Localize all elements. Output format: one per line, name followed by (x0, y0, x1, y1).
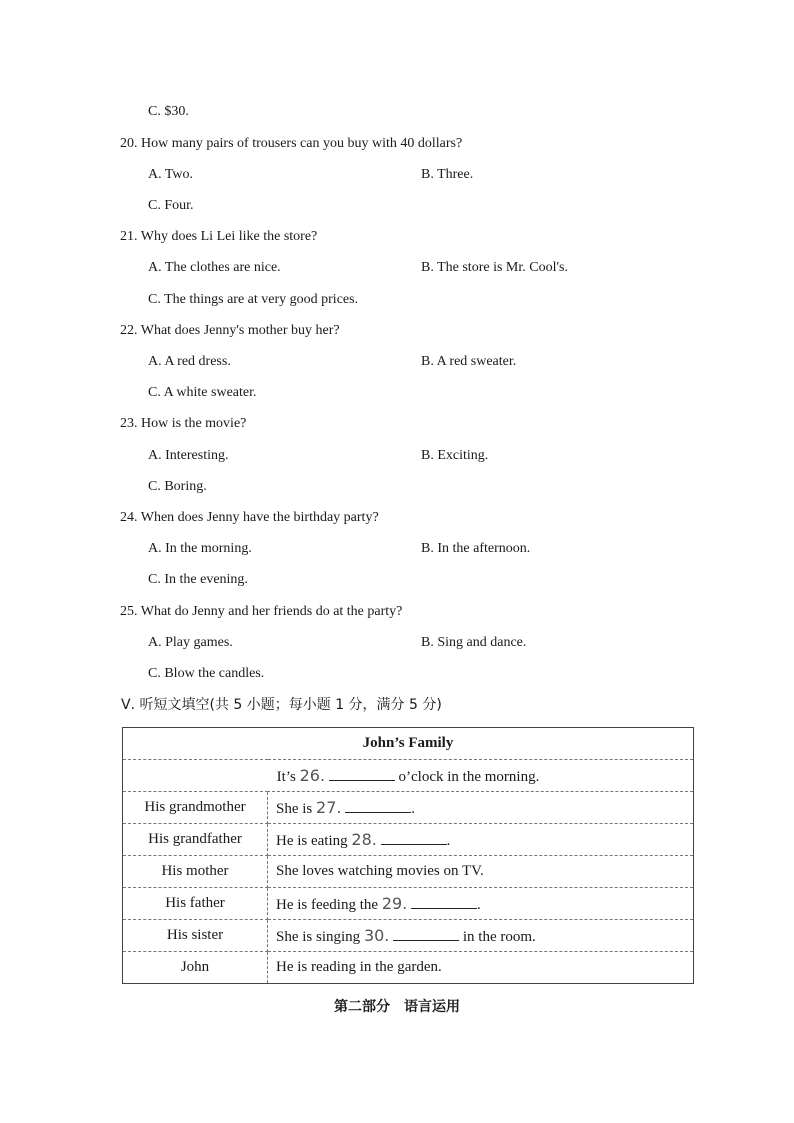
question-23-option-b: B. Exciting. (421, 448, 489, 463)
activity-cell (268, 792, 694, 824)
question-21-option-c: C. The things are at very good prices. (148, 292, 359, 307)
blank-number-28: 28. (351, 829, 377, 849)
section-v-heading: Ⅴ. 听短文填空(共 5 小题；每小题 1 分，满分 5 分) (121, 697, 442, 713)
activity-text-after: . (411, 800, 415, 817)
activity-text-after: in the room. (459, 928, 536, 945)
activity-cell: She loves watching movies on TV. (268, 856, 694, 888)
question-23-option-a: A. Interesting. (148, 448, 229, 463)
activity-text-before: She is (276, 800, 317, 817)
blank-number-27: 27. (316, 797, 342, 817)
time-text-before: It’s (276, 768, 300, 785)
question-25-option-a: A. Play games. (148, 635, 233, 650)
person-cell: John (123, 952, 268, 984)
answer-blank-30[interactable] (393, 928, 459, 941)
person-cell: His sister (123, 920, 268, 952)
answer-blank-26[interactable] (329, 768, 395, 781)
table-row (123, 888, 694, 920)
question-21: 21. Why does Li Lei like the store? (120, 229, 318, 244)
table-row (123, 760, 694, 792)
person-cell: His grandfather (123, 824, 268, 856)
person-cell: His father (123, 888, 268, 920)
blank-number-29: 29. (381, 893, 408, 913)
question-22-option-c: C. A white sweater. (148, 385, 257, 400)
question-24-option-c: C. In the evening. (148, 572, 248, 587)
time-cell (123, 760, 694, 792)
question-22: 22. What does Jenny's mother buy her? (120, 323, 340, 338)
answer-blank-28[interactable] (381, 832, 447, 845)
table-row (123, 856, 694, 888)
activity-cell: He is reading in the garden. (276, 959, 442, 975)
question-25-option-b: B. Sing and dance. (421, 635, 527, 650)
johns-family-table (122, 727, 694, 984)
answer-blank-27[interactable] (345, 800, 411, 813)
question-22-option-b: B. A red sweater. (421, 354, 517, 369)
blank-number-26: 26. (299, 765, 326, 785)
activity-cell (268, 888, 694, 920)
activity-text-before: He is feeding the (276, 896, 382, 913)
question-25: 25. What do Jenny and her friends do at the party? (120, 604, 403, 619)
question-24-option-a: A. In the morning. (148, 541, 252, 556)
question-25-option-c: C. Blow the candles. (148, 666, 265, 681)
table-row (123, 920, 694, 952)
time-text-after: o’clock in the morning. (394, 768, 540, 785)
person-cell: His mother (123, 856, 268, 888)
activity-text-before: He is eating (276, 832, 352, 849)
question-20-option-c: C. Four. (148, 198, 194, 213)
question-24-option-b: B. In the afternoon. (421, 541, 531, 556)
table-row (123, 824, 694, 856)
blank-number-30: 30. (363, 925, 390, 945)
activity-cell (268, 824, 694, 856)
part-two-heading: 第二部分 语言运用 (334, 999, 460, 1015)
table-row (123, 952, 694, 984)
activity-cell (268, 920, 694, 952)
table-title-row (123, 728, 694, 760)
table-row (123, 792, 694, 824)
activity-text-before: She is singing (276, 928, 364, 945)
option-c-prev: C. $30. (148, 104, 189, 119)
question-20-option-a: A. Two. (148, 167, 194, 182)
activity-text-after: . (446, 832, 451, 849)
table-title: John’s Family (123, 728, 694, 760)
question-22-option-a: A. A red dress. (148, 354, 231, 369)
question-21-option-b: B. The store is Mr. Cool's. (421, 260, 568, 275)
person-cell: His grandmother (123, 792, 268, 824)
question-20: 20. How many pairs of trousers can you buy with 40 dollars? (120, 136, 463, 151)
question-24: 24. When does Jenny have the birthday party? (120, 510, 379, 525)
question-20-option-b: B. Three. (421, 167, 474, 182)
answer-blank-29[interactable] (411, 896, 477, 909)
activity-text-after: . (477, 896, 481, 913)
question-23: 23. How is the movie? (120, 416, 247, 431)
question-21-option-a: A. The clothes are nice. (148, 260, 281, 275)
question-23-option-c: C. Boring. (148, 479, 207, 494)
